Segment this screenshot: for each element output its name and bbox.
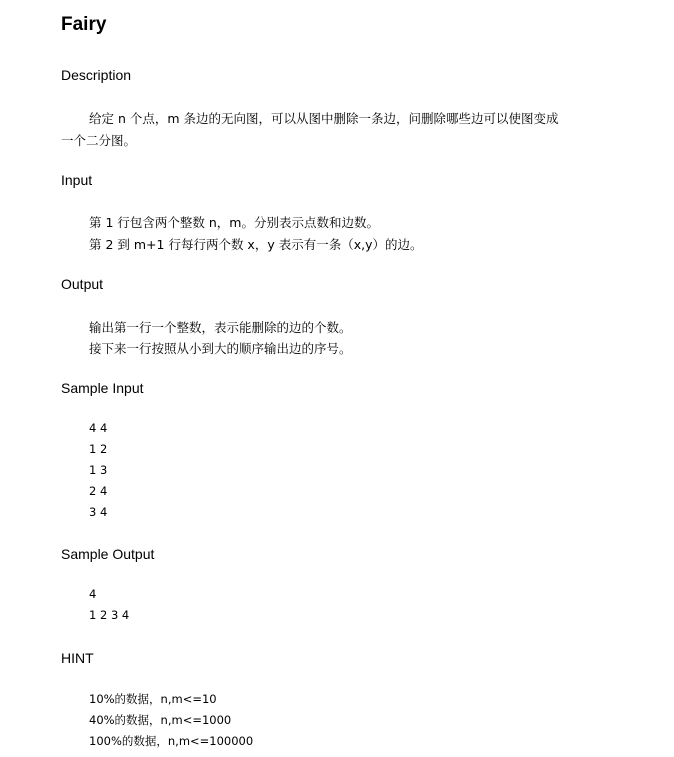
description-line-2: 一个二分图。 <box>61 133 137 148</box>
output-line-2: 接下来一行按照从小到大的顺序输出边的序号。 <box>89 341 352 356</box>
sample-input-line: 4 4 <box>89 421 108 435</box>
sample-output-heading: Sample Output <box>61 546 155 562</box>
sample-input-line: 3 4 <box>89 505 108 519</box>
description-heading: Description <box>61 67 132 83</box>
hint-heading: HINT <box>61 650 94 666</box>
page-title: Fairy <box>61 14 107 35</box>
sample-input-line: 1 3 <box>89 463 108 477</box>
sample-input-heading: Sample Input <box>61 380 144 396</box>
input-line-1: 第 1 行包含两个整数 n，m。分别表示点数和边数。 <box>89 215 379 230</box>
hint-line: 100%的数据，n,m<=100000 <box>89 734 254 748</box>
sample-output-line: 4 <box>89 587 97 601</box>
description-line-1: 给定 n 个点，m 条边的无向图，可以从图中删除一条边，问删除哪些边可以使图变成 <box>89 111 559 126</box>
hint-line: 10%的数据，n,m<=10 <box>89 692 217 706</box>
input-line-2: 第 2 到 m+1 行每行两个数 x，y 表示有一条（x,y）的边。 <box>89 237 423 252</box>
sample-input-line: 1 2 <box>89 442 108 456</box>
sample-input-line: 2 4 <box>89 484 108 498</box>
hint-line: 40%的数据，n,m<=1000 <box>89 713 232 727</box>
output-heading: Output <box>61 276 104 292</box>
output-line-1: 输出第一行一个整数，表示能删除的边的个数。 <box>89 320 352 335</box>
input-heading: Input <box>61 172 93 188</box>
sample-output-line: 1 2 3 4 <box>89 608 130 622</box>
